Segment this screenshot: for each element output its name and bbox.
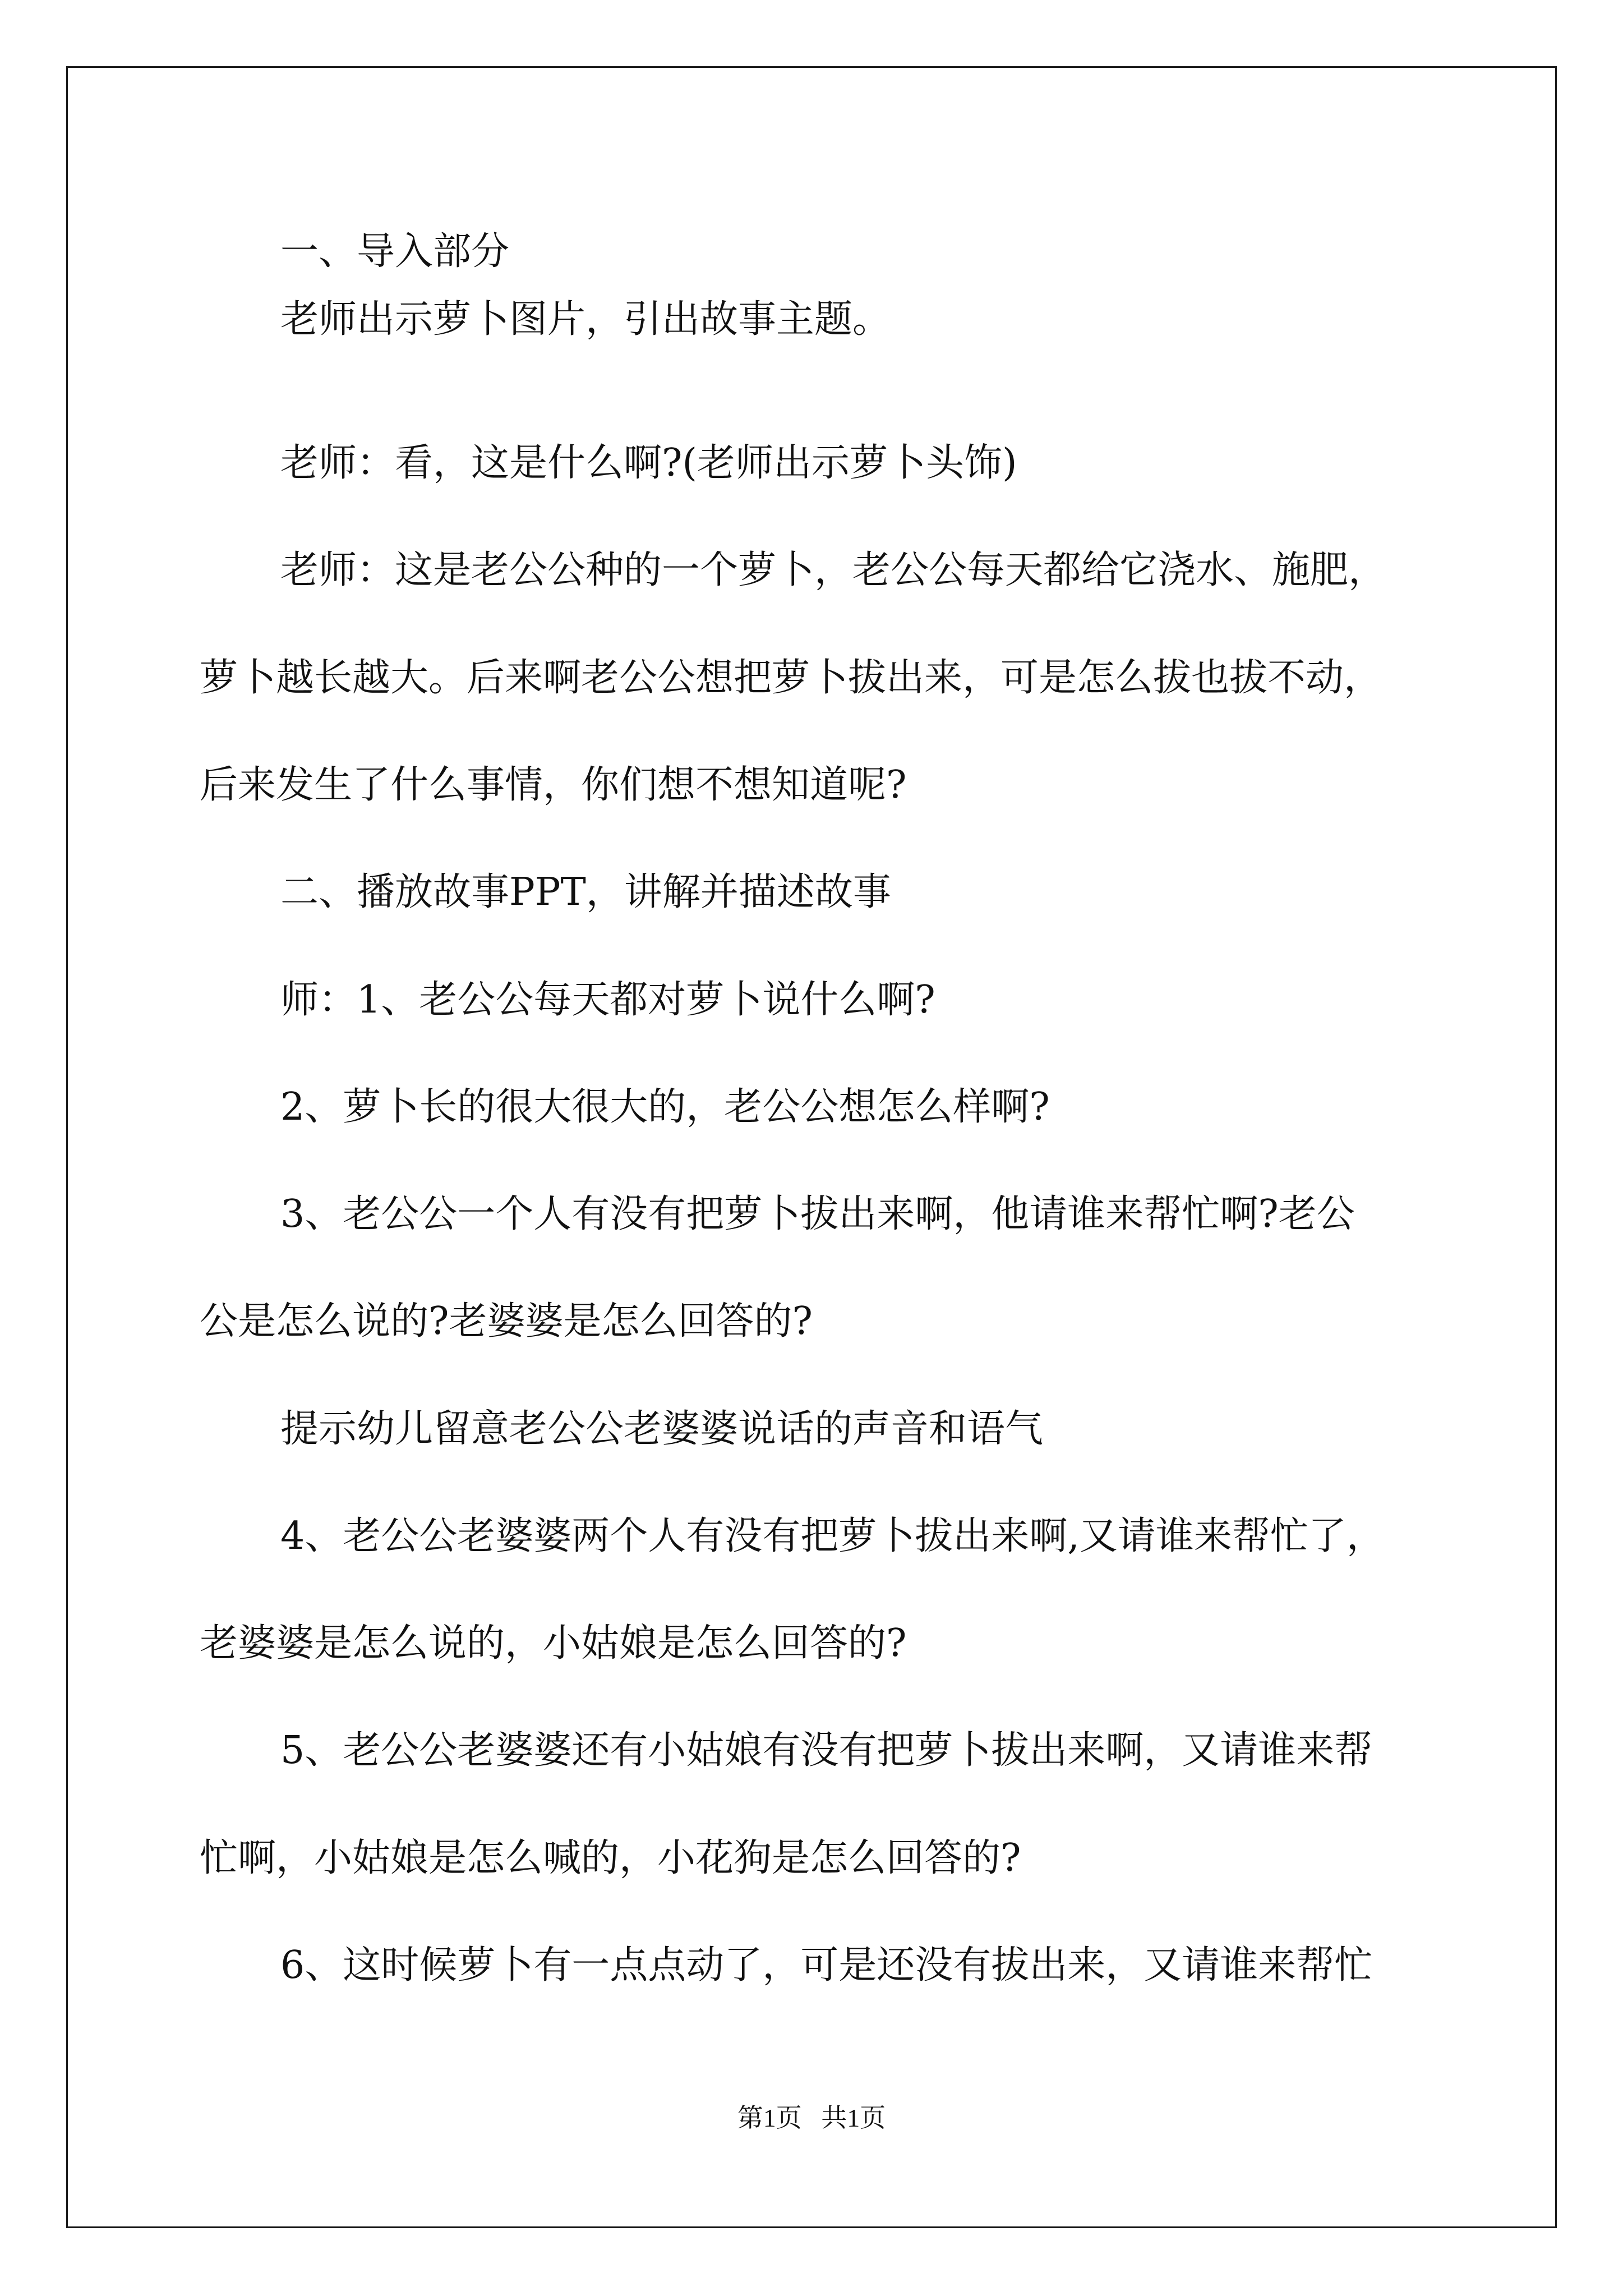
paragraph: 老师出示萝卜图片，引出故事主题。 bbox=[280, 297, 891, 342]
paragraph: 老师：这是老公公种的一个萝卜，老公公每天都给它浇水、施肥， bbox=[280, 548, 1387, 592]
section-heading-intro: 一、导入部分 bbox=[280, 229, 510, 274]
paragraph-continuation: 后来发生了什么事情，你们想不想知道呢? bbox=[200, 763, 907, 807]
question-item: 4、老公公老婆婆两个人有没有把萝卜拔出来啊,又请谁来帮忙了， bbox=[280, 1514, 1385, 1558]
question-item-continuation: 公是怎么说的?老婆婆是怎么回答的? bbox=[200, 1299, 813, 1343]
paragraph: 老师：看，这是什么啊?(老师出示萝卜头饰) bbox=[280, 441, 1017, 485]
page-number-footer: 第1页 共1页 bbox=[737, 2104, 886, 2132]
section-heading-story: 二、播放故事PPT，讲解并描述故事 bbox=[280, 870, 891, 914]
page-border bbox=[66, 66, 1557, 2228]
question-item-continuation: 老婆婆是怎么说的，小姑娘是怎么回答的? bbox=[200, 1621, 907, 1665]
question-item: 2、萝卜长的很大很大的，老公公想怎么样啊? bbox=[280, 1085, 1050, 1129]
question-item: 3、老公公一个人有没有把萝卜拔出来啊，他请谁来帮忙啊?老公 bbox=[280, 1192, 1355, 1236]
question-item-continuation: 忙啊，小姑娘是怎么喊的，小花狗是怎么回答的? bbox=[200, 1836, 1021, 1880]
paragraph: 提示幼儿留意老公公老婆婆说话的声音和语气 bbox=[280, 1407, 1044, 1451]
question-item: 师：1、老公公每天都对萝卜说什么啊? bbox=[280, 978, 935, 1022]
question-item: 5、老公公老婆婆还有小姑娘有没有把萝卜拔出来啊，又请谁来帮 bbox=[280, 1728, 1373, 1773]
question-item: 6、这时候萝卜有一点点动了，可是还没有拔出来，又请谁来帮忙 bbox=[280, 1943, 1373, 1987]
paragraph-continuation: 萝卜越长越大。后来啊老公公想把萝卜拔出来，可是怎么拔也拔不动， bbox=[200, 656, 1382, 700]
